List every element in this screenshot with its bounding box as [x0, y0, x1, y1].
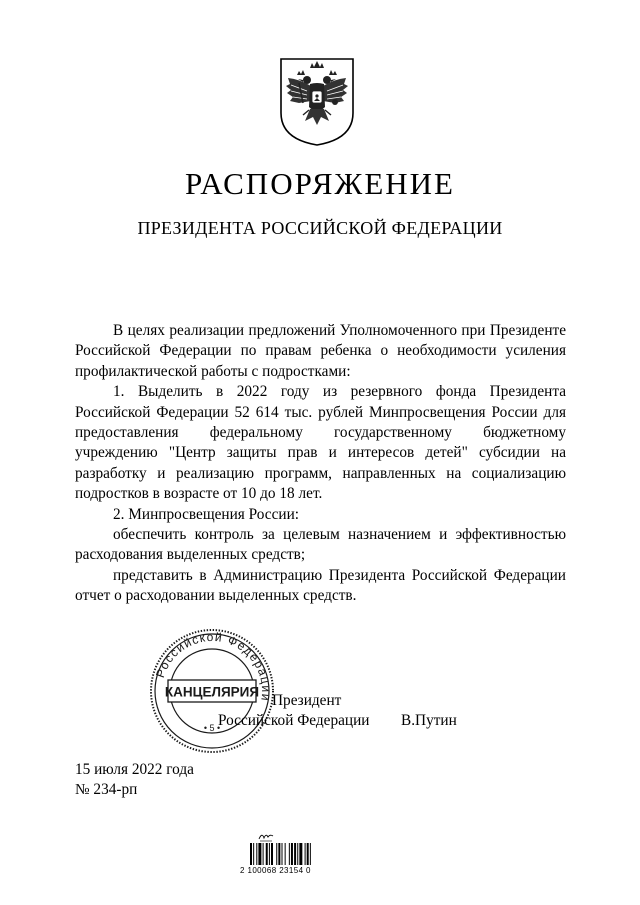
- document-date: 15 июля 2022 года: [75, 761, 194, 778]
- preamble-paragraph: В целях реализации предложений Уполномоченного при Президенте Российской Федерации по правам ребенка о необходимости усиления профилактической работы с подростками:: [75, 322, 566, 380]
- office-seal-icon: [148, 627, 276, 755]
- clause-2-item-control: обеспечить контроль за целевым назначением и эффективностью расходования выделенных средств;: [75, 526, 566, 564]
- clause-2-item-report: представить в Администрацию Президента Российской Федерации отчет о расходовании выделенных средств.: [75, 566, 566, 605]
- signatory-name: В.Путин: [401, 712, 457, 729]
- seal-center-text: КАНЦЕЛЯРИЯ: [164, 684, 260, 700]
- seal-ring-text: Российской Федерации: [153, 629, 274, 703]
- barcode-icon: [250, 843, 336, 865]
- signatory-country: Российской Федерации: [218, 712, 370, 729]
- clause-2-heading: 2. Минпросвещения России:: [113, 505, 300, 523]
- coat-of-arms-icon: [277, 55, 357, 147]
- seal-bottom-text: • 5 •: [203, 723, 221, 733]
- document-type-title: РАСПОРЯЖЕНИЕ: [185, 166, 455, 201]
- clause-1-paragraph: 1. Выделить в 2022 году из резервного фонда Президента Российской Федерации 52 614 тыс. рублей Минпросвещения России для предоставления федеральному государственному бюджетному учреждению "Центр защиты прав и интересов детей" субсидии на разработку и реализацию программ, направленных на социализацию подростков в возрасте от 10 до 18 лет.: [75, 383, 566, 503]
- initials-mark-icon: [258, 830, 274, 842]
- document-body: [75, 321, 566, 607]
- signatory-title: Президент: [272, 692, 342, 709]
- barcode-number: 2 100068 23154 0: [240, 866, 311, 875]
- issuer-subtitle: ПРЕЗИДЕНТА РОССИЙСКОЙ ФЕДЕРАЦИИ: [137, 218, 503, 238]
- document-number: № 234-рп: [75, 781, 138, 798]
